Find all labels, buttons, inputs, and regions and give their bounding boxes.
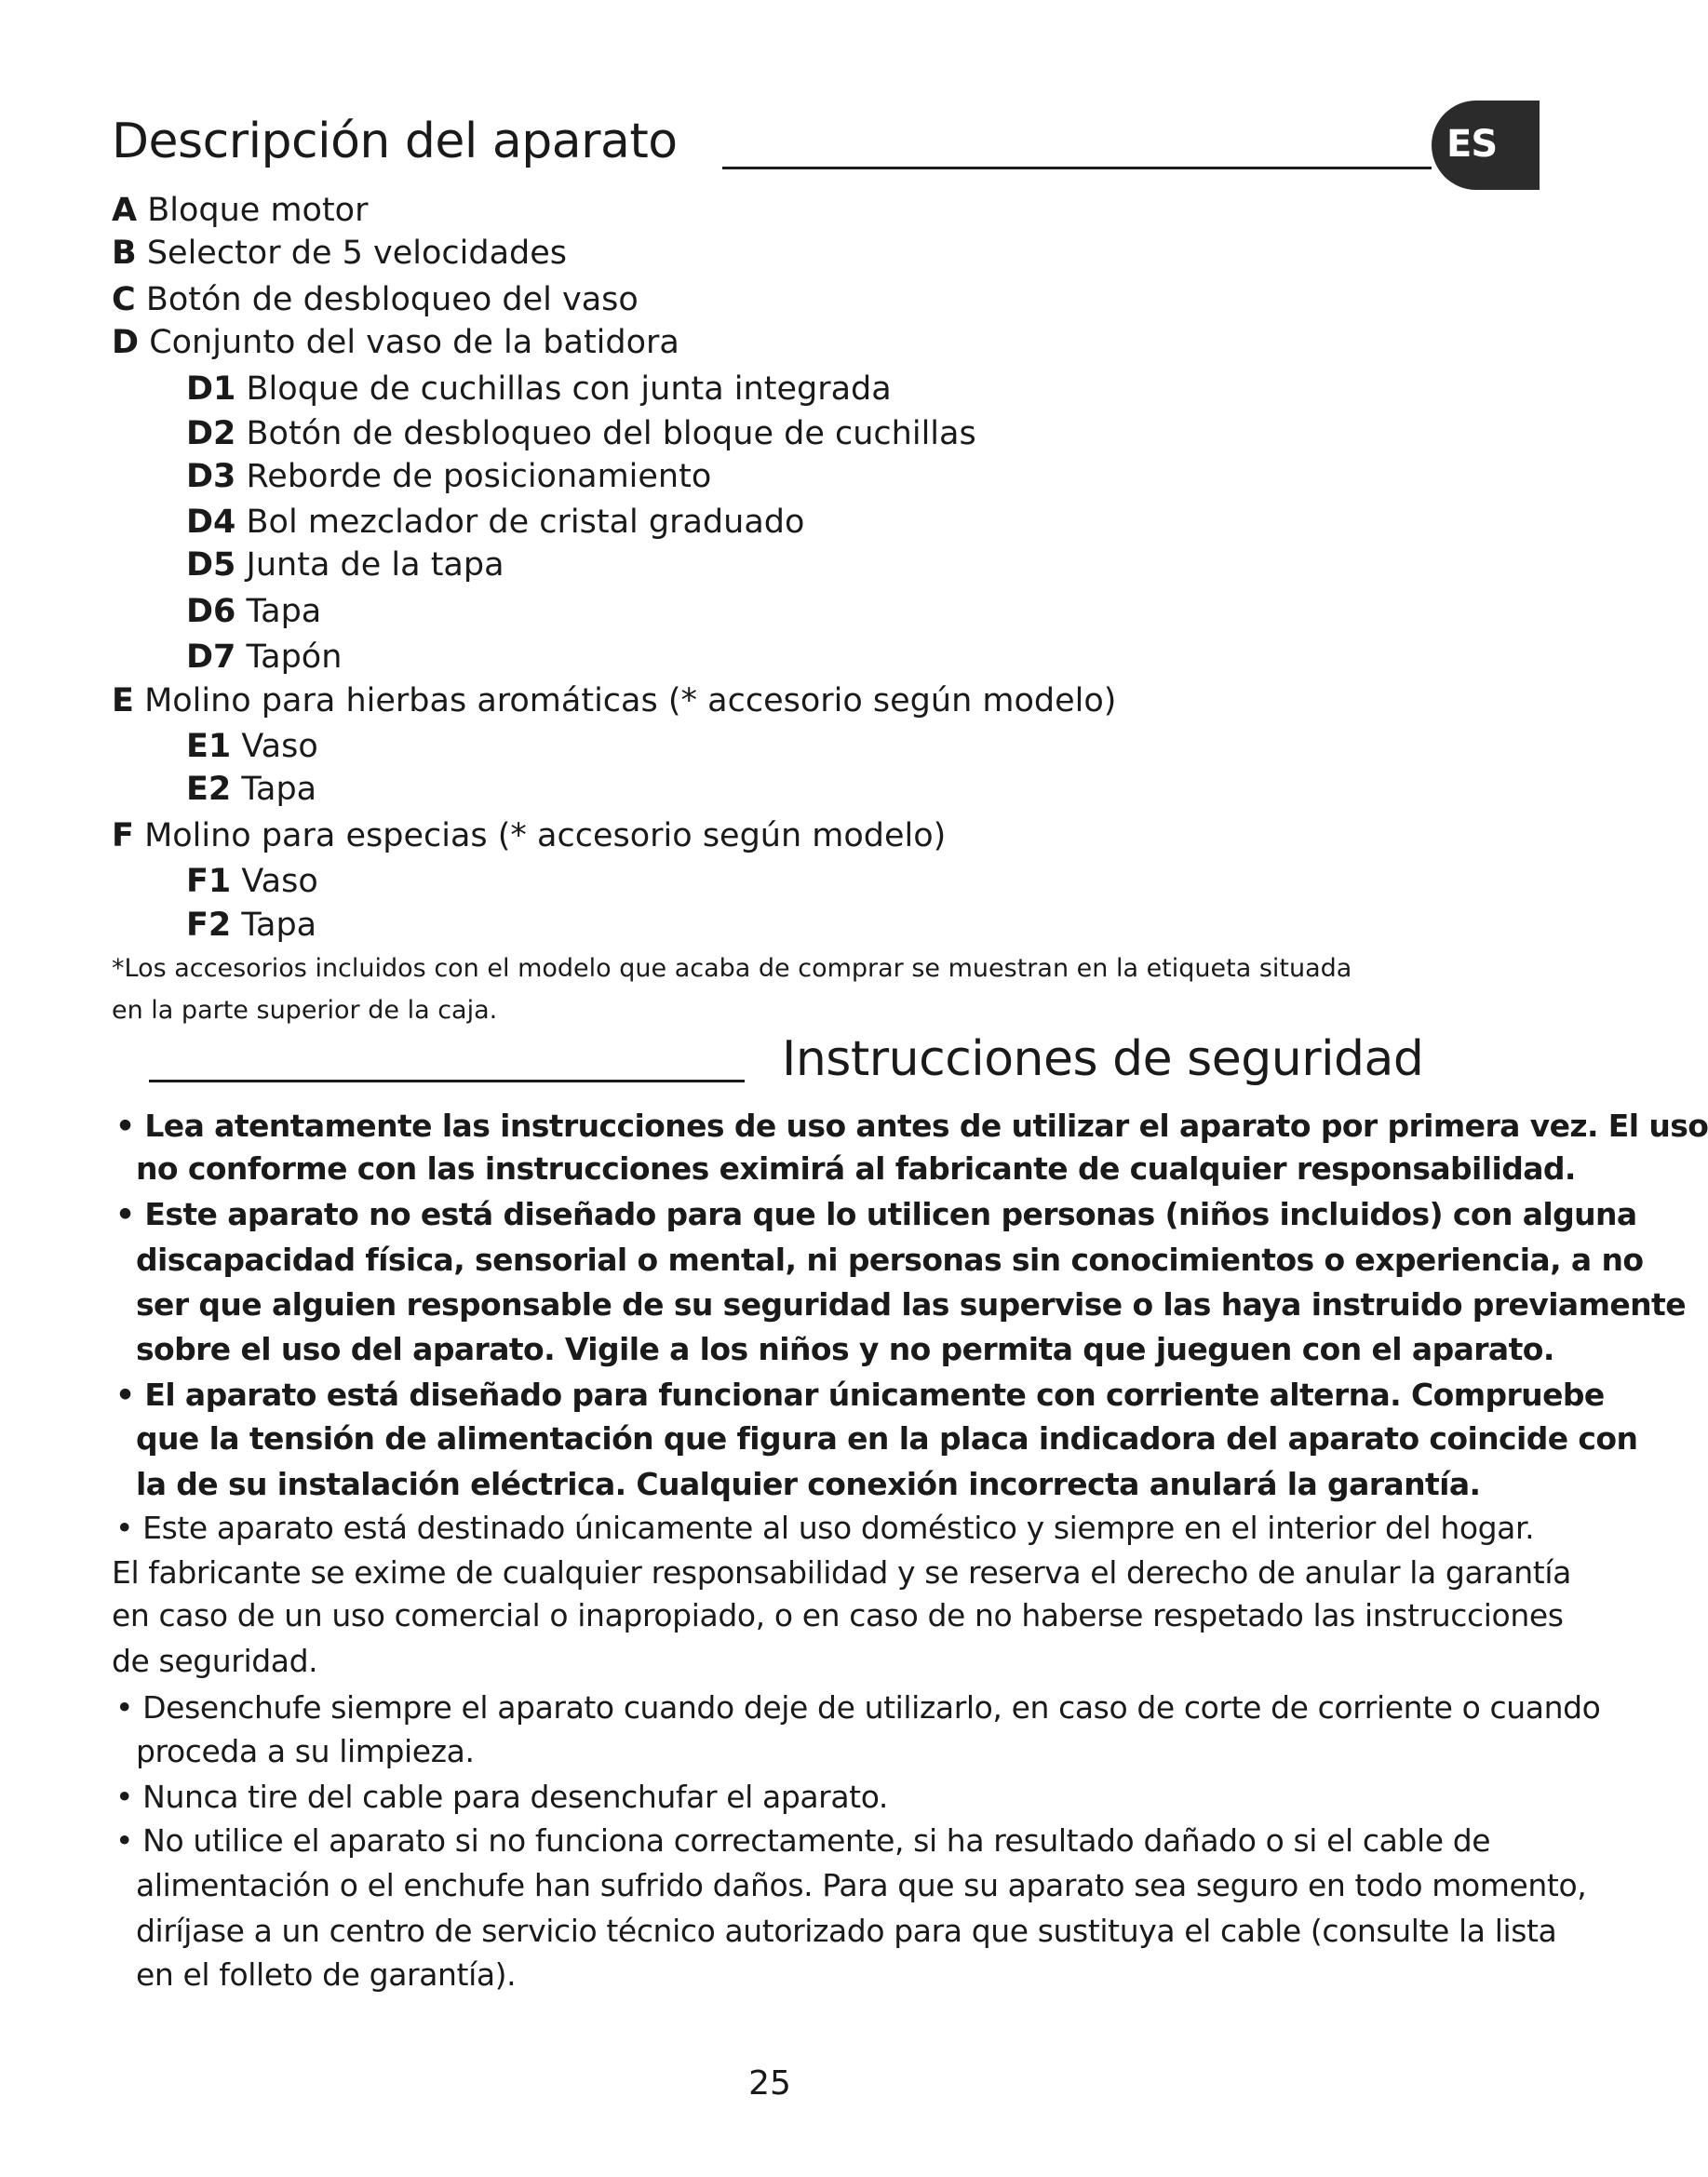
safety-line: en caso de un uso comercial o inapropiado, o en caso de no haberse respetado las instrucciones bbox=[112, 1597, 1564, 1633]
safety-line: que la tensión de alimentación que figura en la placa indicadora del aparato coincide con bbox=[136, 1420, 1638, 1457]
description-title: Descripción del aparato bbox=[112, 114, 678, 169]
item-label: Bloque de cuchillas con junta integrada bbox=[246, 370, 892, 408]
item-label: Botón de desbloqueo del vaso bbox=[145, 281, 639, 318]
item-label: Molino para hierbas aromáticas (* accesorio según modelo) bbox=[144, 682, 1117, 719]
list-item bbox=[186, 415, 976, 452]
language-tab bbox=[1432, 101, 1540, 190]
list-item bbox=[186, 458, 711, 495]
item-label: Botón de desbloqueo del bloque de cuchillas bbox=[246, 415, 976, 452]
item-code: F2 bbox=[186, 907, 232, 944]
item-code: D3 bbox=[186, 458, 236, 495]
safety-line: • No utilice el aparato si no funciona correctamente, si ha resultado dañado o si el cable de bbox=[115, 1822, 1491, 1859]
list-item bbox=[186, 771, 316, 808]
item-label: Selector de 5 velocidades bbox=[146, 235, 567, 272]
safety-line: alimentación o el enchufe han sufrido daños. Para que su aparato sea seguro en todo momento, bbox=[136, 1867, 1587, 1903]
safety-line: no conforme con las instrucciones eximirá al fabricante de cualquier responsabilidad. bbox=[136, 1150, 1576, 1187]
list-item bbox=[186, 728, 318, 765]
footnote-line: *Los accesorios incluidos con el modelo que acaba de comprar se muestran en la etiqueta situada bbox=[112, 954, 1352, 983]
item-code: E bbox=[112, 682, 134, 719]
item-label: Tapa bbox=[241, 907, 317, 944]
footnote-line: en la parte superior de la caja. bbox=[112, 996, 498, 1025]
item-label: Junta de la tapa bbox=[246, 546, 504, 584]
list-item bbox=[186, 546, 504, 584]
item-code: D6 bbox=[186, 593, 236, 630]
safety-line: diríjase a un centro de servicio técnico autorizado para que sustituya el cable (consulte la lista bbox=[136, 1913, 1557, 1949]
language-tab-label: ES bbox=[1446, 123, 1498, 166]
item-code: D7 bbox=[186, 638, 236, 676]
item-label: Tapa bbox=[246, 593, 322, 630]
item-code: D bbox=[112, 324, 140, 361]
item-label: Bol mezclador de cristal graduado bbox=[246, 504, 805, 541]
item-code: F1 bbox=[186, 863, 232, 900]
item-code: A bbox=[112, 192, 138, 229]
safety-line: ser que alguien responsable de su seguridad las supervise o las haya instruido previamente bbox=[136, 1286, 1686, 1323]
item-label: Vaso bbox=[241, 728, 318, 765]
item-label: Conjunto del vaso de la batidora bbox=[149, 324, 679, 361]
safety-line: • Nunca tire del cable para desenchufar el aparato. bbox=[115, 1779, 889, 1815]
list-item bbox=[186, 638, 342, 676]
item-code: E1 bbox=[186, 728, 232, 765]
item-label: Vaso bbox=[241, 863, 318, 900]
list-item bbox=[186, 863, 318, 900]
item-code: F bbox=[112, 817, 134, 854]
safety-line: de seguridad. bbox=[112, 1643, 318, 1679]
safety-line: • El aparato está diseñado para funcionar únicamente con corriente alterna. Compruebe bbox=[115, 1377, 1605, 1413]
page-number: 25 bbox=[748, 2064, 791, 2103]
item-label: Bloque motor bbox=[147, 192, 369, 229]
safety-line: discapacidad física, sensorial o mental, ni personas sin conocimientos o experiencia, a no bbox=[136, 1242, 1644, 1278]
list-item bbox=[112, 281, 639, 318]
item-label: Tapa bbox=[241, 771, 317, 808]
safety-line: • Lea atentamente las instrucciones de uso antes de utilizar el aparato por primera vez. El uso bbox=[115, 1108, 1708, 1144]
item-code: D2 bbox=[186, 415, 236, 452]
list-item bbox=[112, 235, 567, 272]
safety-title-rule bbox=[149, 1080, 745, 1082]
safety-line: • Desenchufe siempre el aparato cuando deje de utilizarlo, en caso de corte de corriente o cuando bbox=[115, 1689, 1601, 1726]
item-code: D5 bbox=[186, 546, 236, 584]
list-item bbox=[112, 817, 946, 854]
list-item bbox=[186, 504, 804, 541]
description-title-rule bbox=[722, 167, 1432, 169]
safety-title: Instrucciones de seguridad bbox=[782, 1031, 1424, 1087]
list-item bbox=[186, 370, 892, 408]
item-code: D4 bbox=[186, 504, 236, 541]
safety-line: • Este aparato no está diseñado para que lo utilicen personas (niños incluidos) con alguna bbox=[115, 1196, 1637, 1232]
safety-line: • Este aparato está destinado únicamente al uso doméstico y siempre en el interior del hogar. bbox=[115, 1510, 1535, 1546]
list-item bbox=[112, 324, 679, 361]
safety-line: sobre el uso del aparato. Vigile a los niños y no permita que jueguen con el aparato. bbox=[136, 1331, 1554, 1367]
item-label: Tapón bbox=[246, 638, 343, 676]
list-item bbox=[186, 907, 316, 944]
safety-line: El fabricante se exime de cualquier responsabilidad y se reserva el derecho de anular la garantía bbox=[112, 1554, 1571, 1591]
item-code: C bbox=[112, 281, 136, 318]
list-item bbox=[112, 682, 1116, 719]
list-item bbox=[112, 192, 368, 229]
item-label: Molino para especias (* accesorio según modelo) bbox=[144, 817, 947, 854]
item-code: E2 bbox=[186, 771, 232, 808]
item-label: Reborde de posicionamiento bbox=[246, 458, 712, 495]
safety-line: proceda a su limpieza. bbox=[136, 1733, 475, 1769]
safety-line: en el folleto de garantía). bbox=[136, 1956, 517, 1993]
item-code: B bbox=[112, 235, 137, 272]
list-item bbox=[186, 593, 321, 630]
safety-line: la de su instalación eléctrica. Cualquier conexión incorrecta anulará la garantía. bbox=[136, 1466, 1481, 1502]
item-code: D1 bbox=[186, 370, 236, 408]
